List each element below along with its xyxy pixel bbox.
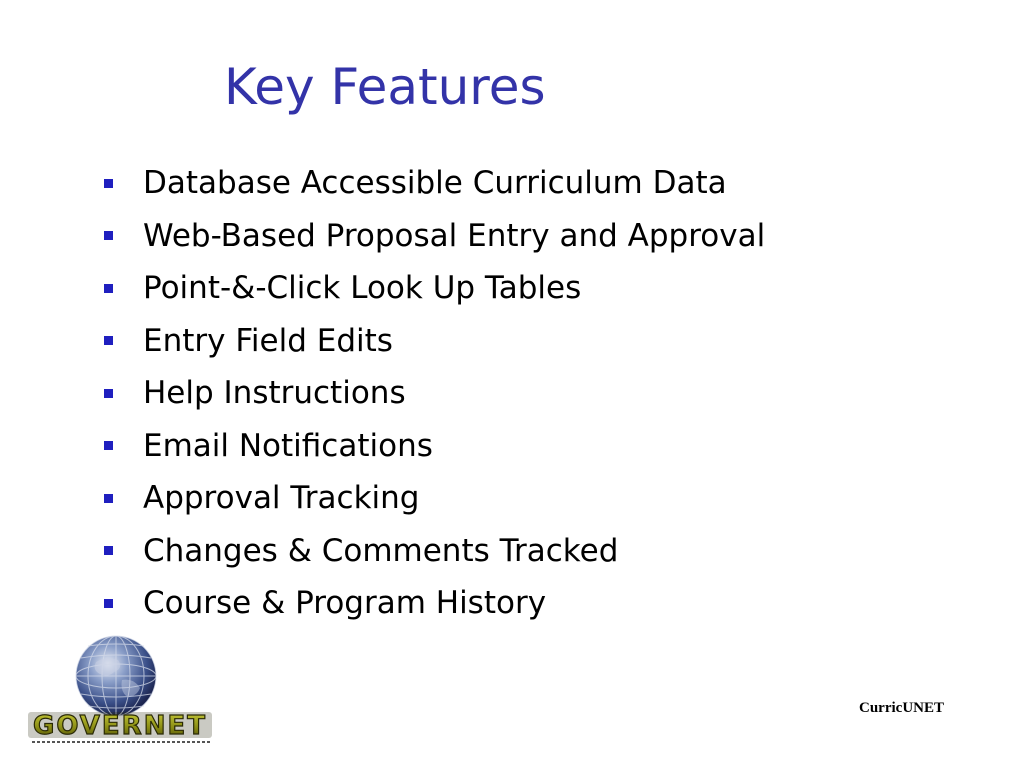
globe-icon [26, 632, 218, 748]
list-item [104, 315, 765, 368]
square-bullet-icon [104, 389, 113, 398]
list-item [104, 525, 765, 578]
square-bullet-icon [104, 231, 113, 240]
list-item [104, 262, 765, 315]
bullet-text: Database Accessible Curriculum Data [143, 165, 727, 202]
list-item [104, 472, 765, 525]
list-item [104, 210, 765, 263]
square-bullet-icon [104, 494, 113, 503]
governet-logo [26, 632, 218, 748]
bullet-text: Email Notifications [143, 427, 433, 464]
square-bullet-icon [104, 284, 113, 293]
bullet-text: Entry Field Edits [143, 322, 393, 359]
list-item [104, 157, 765, 210]
square-bullet-icon [104, 441, 113, 450]
footer-brand: CurricUNET [859, 700, 944, 716]
logo-wordmark: GOVERNET [33, 711, 207, 741]
bullet-text: Changes & Comments Tracked [143, 532, 619, 569]
bullet-text: Approval Tracking [143, 480, 420, 517]
bullet-text: Course & Program History [143, 585, 547, 622]
list-item [104, 420, 765, 473]
list-item [104, 367, 765, 420]
bullet-text: Point-&-Click Look Up Tables [143, 270, 582, 307]
bullet-text: Web-Based Proposal Entry and Approval [143, 217, 766, 254]
square-bullet-icon [104, 336, 113, 345]
bullet-list [104, 157, 765, 630]
square-bullet-icon [104, 599, 113, 608]
bullet-text: Help Instructions [143, 375, 406, 412]
list-item [104, 577, 765, 630]
slide-title: Key Features [224, 58, 546, 116]
square-bullet-icon [104, 546, 113, 555]
square-bullet-icon [104, 179, 113, 188]
